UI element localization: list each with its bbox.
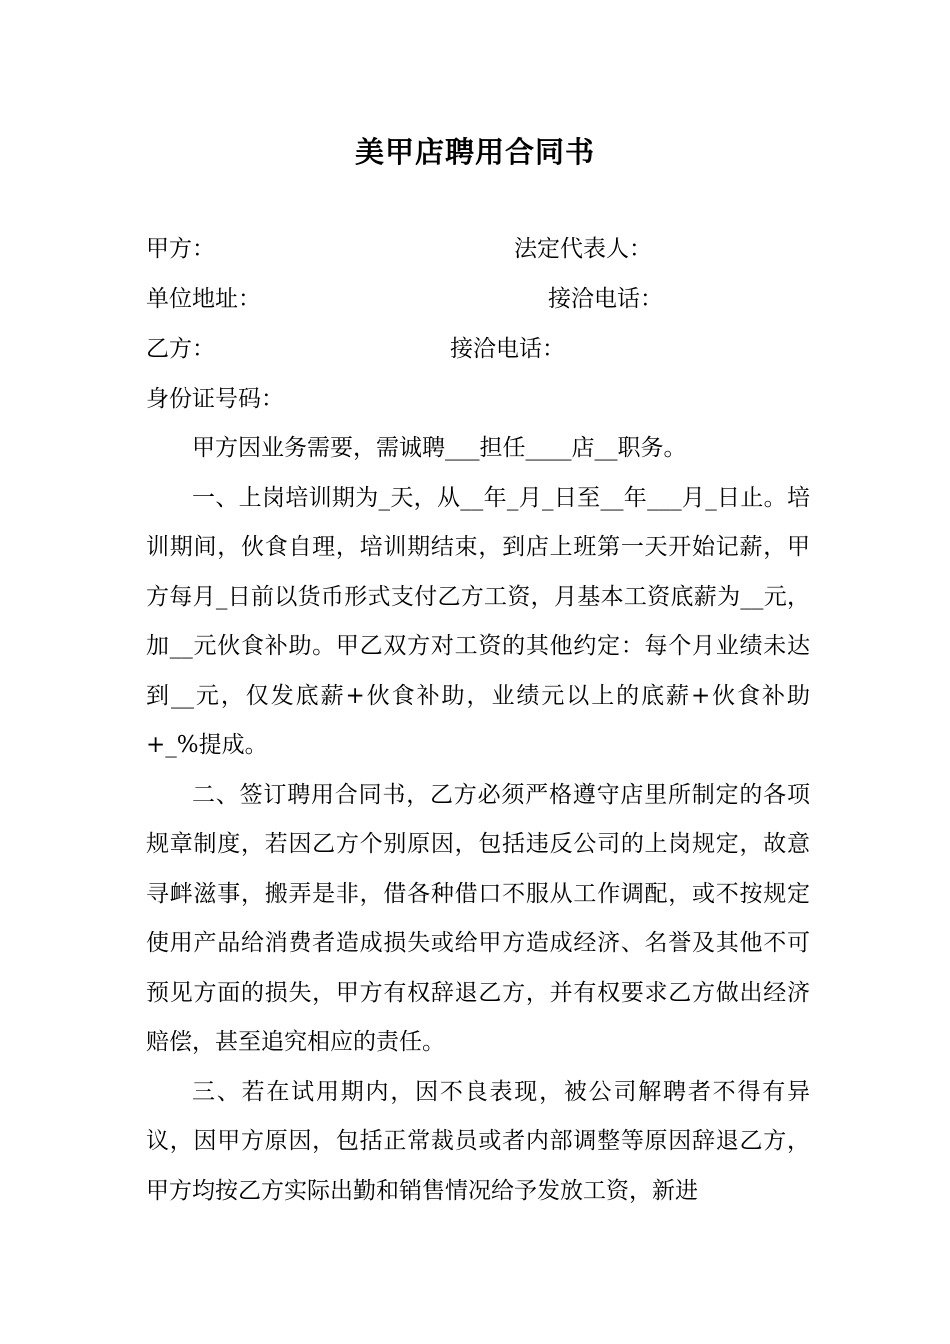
- clause-3-paragraph: 三、若在试用期内，因不良表现，被公司解聘者不得有异议，因甲方原因，包括正常裁员或者内部调整等原因辞退乙方，甲方均按乙方实际出勤和销售情况给予发放工资，新进: [146, 1078, 810, 1204]
- party-a-label: 甲方：: [146, 236, 215, 262]
- document-title: 美甲店聘用合同书: [354, 135, 595, 169]
- clause-2-paragraph: 二、签订聘用合同书，乙方必须严格遵守店里所制定的各项规章制度，若因乙方个别原因，包括违反公司的上岗规定，故意寻衅滋事，搬弄是非，借各种借口不服从工作调配，或不按规定使用产品给消费者造成损失或给甲方造成经济、名誉及其他不可预见方面的损失，甲方有权辞退乙方，并有权要求乙方做出经济赔偿，甚至追究相应的责任。: [146, 781, 810, 1055]
- party-b-phone-label: 接洽电话：: [450, 336, 565, 362]
- clause-1-paragraph: 一、上岗培训期为_天，从__年_月_日至__年___月_日止。培训期间，伙食自理，培训期结束，到店上班第一天开始记薪，甲方每月_日前以货币形式支付乙方工资，月基本工资底薪为__元，加__元伙食补助。甲乙双方对工资的其他约定：每个月业绩未达到__元，仅发底薪+伙食补助，业绩元以上的底薪+伙食补助+_%提成。: [146, 484, 810, 758]
- contract-body: [146, 424, 810, 1216]
- id-number-label: 身份证号码：: [146, 386, 284, 412]
- party-b-label: 乙方：: [146, 336, 215, 362]
- intro-paragraph: 甲方因业务需要，需诚聘___担任____店__职务。: [192, 435, 687, 461]
- party-a-phone-label: 接洽电话：: [548, 286, 663, 312]
- legal-representative-label: 法定代表人：: [514, 236, 652, 262]
- address-label: 单位地址：: [146, 286, 261, 312]
